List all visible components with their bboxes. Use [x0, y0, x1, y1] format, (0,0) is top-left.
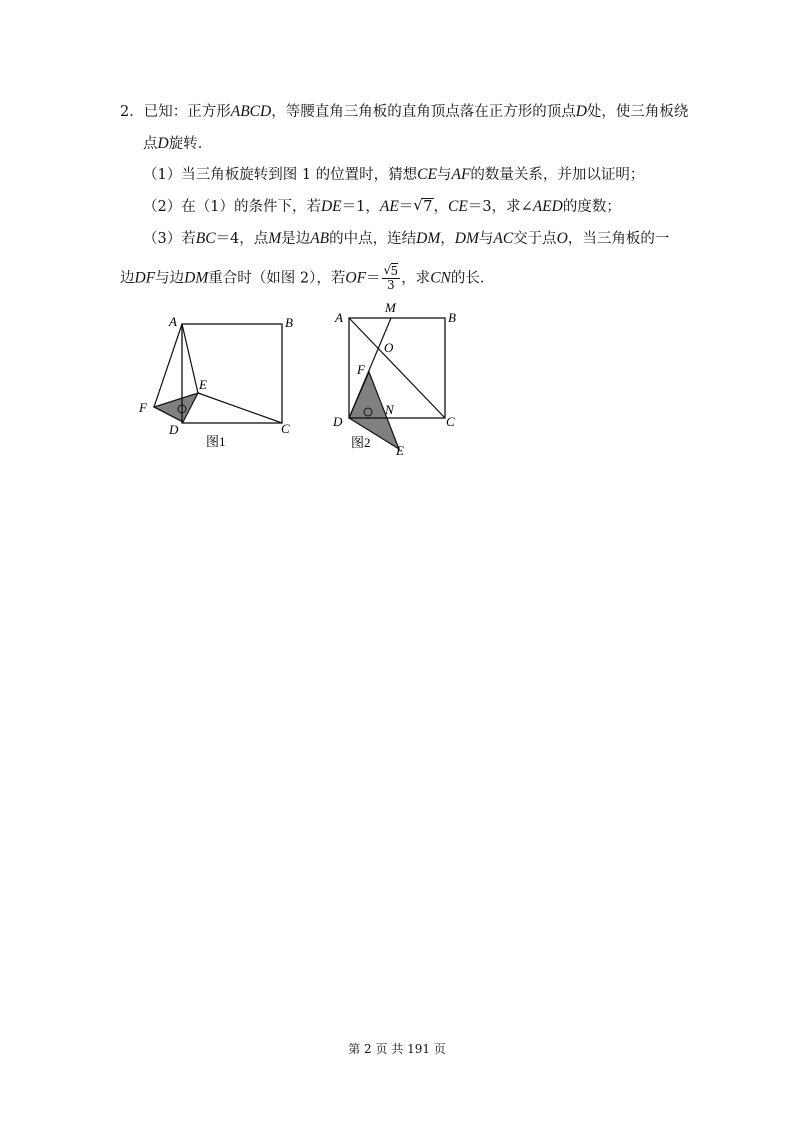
label-a: A	[335, 310, 343, 325]
label-m: M	[385, 300, 396, 315]
label-f: F	[357, 362, 365, 377]
figure-1-caption: 图1	[206, 434, 226, 449]
segment-ae	[182, 324, 198, 393]
label-b: B	[448, 310, 456, 325]
segment-ce	[198, 393, 282, 423]
figure-1	[130, 305, 310, 455]
label-e: E	[396, 443, 404, 458]
label-d: D	[169, 422, 179, 437]
problem-line-2: 点D旋转．	[143, 135, 213, 152]
question-1: （1）当三角板旋转到图 1 的位置时，猜想CE与AF的数量关系，并加以证明；	[143, 166, 645, 183]
question-3-continued: 边DF与边DM重合时（如图 2），若OF＝ √ 5 3 ，求CN的长．	[120, 263, 495, 292]
label-b: B	[285, 315, 293, 330]
triangle-board-shaded	[154, 393, 198, 422]
label-a: A	[169, 314, 177, 329]
page-footer: 第 2 页 共 191 页	[348, 1042, 446, 1056]
label-f: F	[139, 400, 147, 415]
label-n: N	[385, 402, 394, 417]
label-o: O	[384, 340, 394, 355]
question-2: （2）在（1）的条件下，若DE＝1，AE＝ √ 7，CE＝3，求∠AED的度数；	[143, 196, 621, 215]
label-d: D	[333, 414, 343, 429]
segment-af	[154, 324, 182, 407]
square-abcd	[182, 324, 282, 423]
problem-line-1: 2．已知：正方形ABCD，等腰直角三角板的直角顶点落在正方形的顶点D处，使三角板绕	[120, 103, 689, 120]
label-c: C	[446, 414, 455, 429]
figure-2	[325, 298, 475, 458]
figure-2-caption: 图2	[351, 435, 371, 450]
label-e: E	[199, 377, 207, 392]
question-3: （3）若BC＝4，点M是边AB的中点，连结DM，DM与AC交于点O，当三角板的一	[143, 230, 670, 247]
label-c: C	[281, 421, 290, 436]
sqrt-expression: √ 7	[413, 196, 433, 215]
fraction-expression: √ 5 3	[383, 263, 399, 292]
